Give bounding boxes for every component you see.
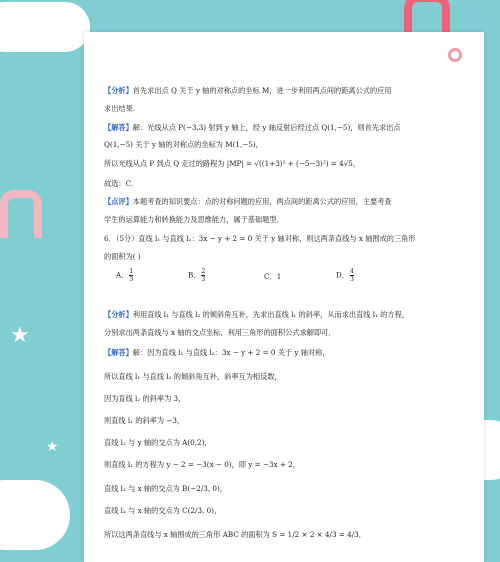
solution-2-line8: 直线 l₂ 与 x 轴的交点为 C(2/3, 0)， (104, 506, 222, 515)
document-page (84, 32, 484, 562)
cloud-decoration (0, 2, 90, 52)
solution-1-formula: 所以光线从点 P 到点 Q 走过的路程为 |MP| = √((1+3)² + (−5−3)²) = 4√5， (104, 159, 361, 168)
solution-2-line4: 则直线 l₁ 的斜率为 −3， (104, 416, 185, 425)
analysis-1: 【分析】首先求出点 Q 关于 y 轴的对称点的坐标 M，进一步利用两点间的距离公式的应用 (104, 86, 392, 95)
comment-1: 【点评】本题考查的知识要点：点的对称问题的应用，两点间的距离公式的应用，主要考查 (104, 197, 392, 206)
question-6-cont: 的面积为( ) (104, 252, 141, 261)
star-icon: ★ (10, 323, 30, 348)
question-6: 6．（5分）直线 l₁ 与直线 l₂：3x − y + 2 = 0 关于 y 轴对称，则这两条直线与 x 轴围成的三角形 (104, 234, 416, 243)
solution-1: 【解答】解：光线从点 P(−3,3) 射到 y 轴上，经 y 轴反射后经过点 Q(1,−5)，则首先求出点 (104, 123, 401, 132)
option-a: A． $\frac{1}{3}$ (116, 268, 134, 283)
solution-2-line7: 直线 l₁ 与 x 轴的交点为 B(−2/3, 0)， (104, 484, 227, 493)
clip-icon (0, 190, 42, 238)
analysis-2-cont: 分别求出两条直线与 x 轴的交点坐标，利用三角形的面积公式求解即可． (104, 328, 336, 337)
option-c: C．1 (264, 272, 282, 281)
option-d: D． $\frac{4}{3}$ (336, 268, 354, 283)
solution-1-cont: Q(1,−5) 关于 y 轴的对称点的坐标为 M(1,−5)， (104, 140, 263, 149)
cloud-decoration (0, 480, 70, 550)
solution-2-line9: 所以这两条直线与 x 轴围成的三角形 ABC 的面积为 S = 1/2 × 2 × 4/3 = 4/3． (104, 530, 366, 539)
solution-2-line6: 则直线 l₁ 的方程为 y − 2 = −3(x − 0)，即 y = −3x + 2， (104, 460, 300, 469)
solution-1-answer: 故选：C． (104, 179, 139, 188)
analysis-1-cont: 求出结果. (104, 104, 136, 113)
solution-2-line5: 直线 l₂ 与 y 轴的交点为 A(0,2)， (104, 438, 212, 447)
star-icon: ★ (46, 439, 59, 455)
solution-2-line3: 因为直线 l₂ 的斜率为 3， (104, 394, 186, 403)
option-b: B． $\frac{2}{3}$ (188, 268, 206, 283)
comment-1-cont: 学生的运算能力和转换能力及思维能力，属于基础题型． (104, 215, 284, 224)
analysis-2: 【分析】利用直线 l₁ 与直线 l₂ 的倾斜角互补，先求出直线 l₁ 的斜率，从而求出直线 l₁ 的方程， (104, 310, 409, 319)
logo-icon (448, 48, 462, 62)
solution-2: 【解答】解：因为直线 l₁ 与直线 l₂：3x − y + 2 = 0 关于 y 轴对称， (104, 348, 330, 357)
solution-2-line2: 所以直线 l₁ 与直线 l₂ 的倾斜角互补，斜率互为相反数， (104, 372, 282, 381)
